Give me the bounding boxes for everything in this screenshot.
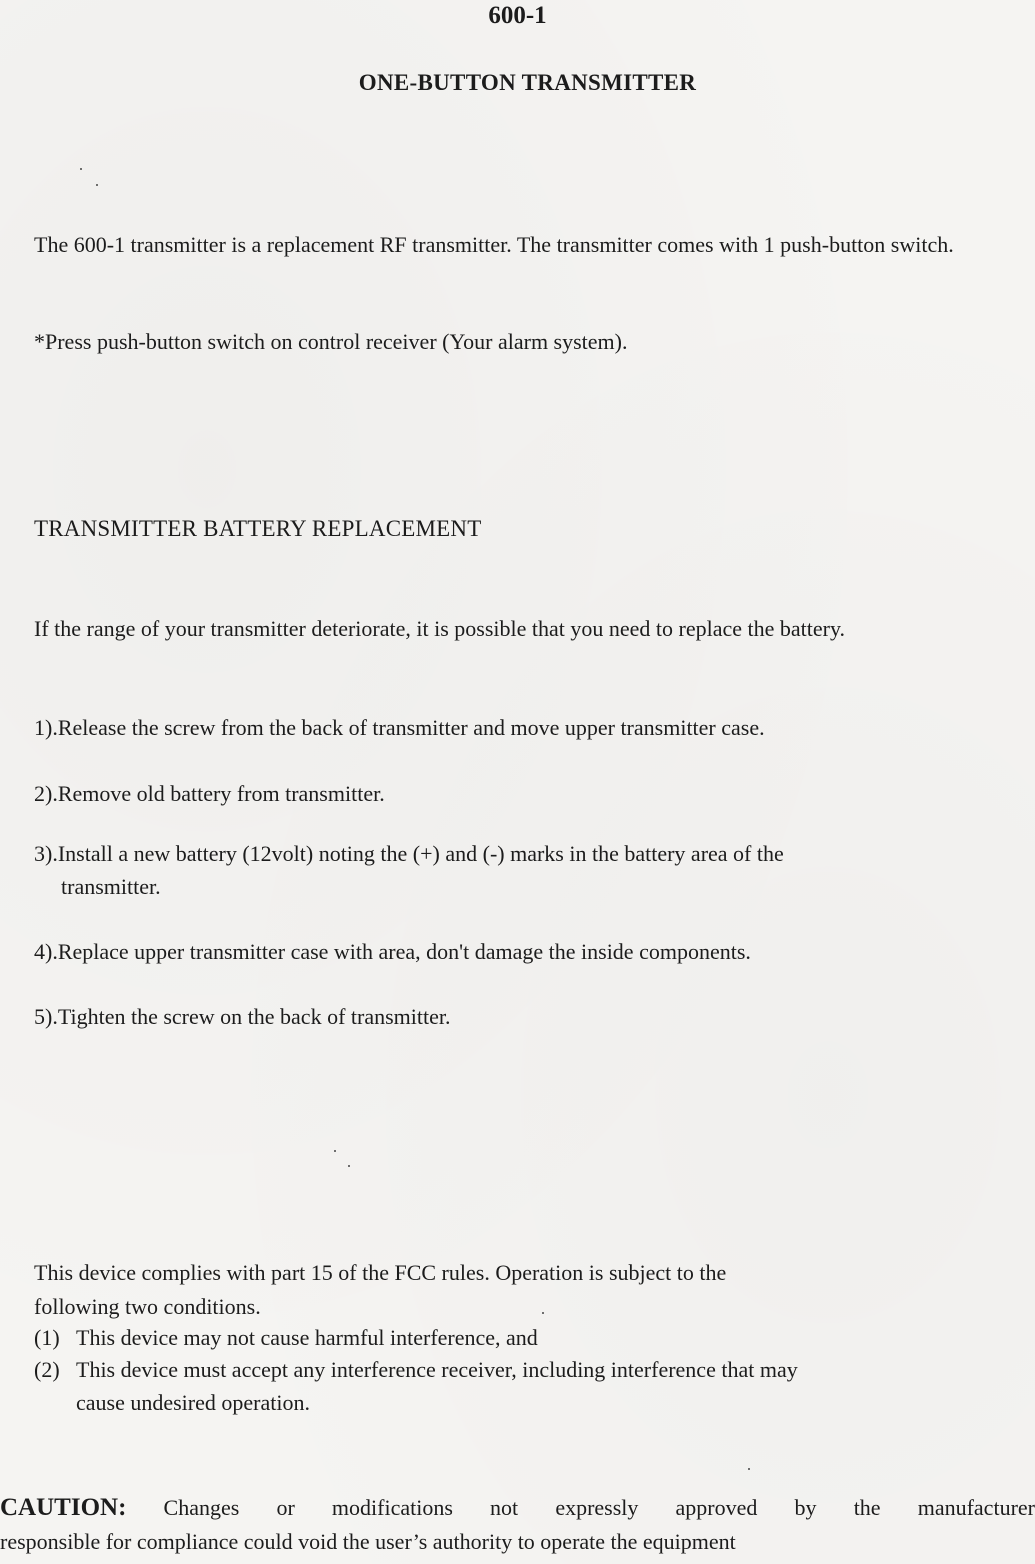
battery-step-5: 5).Tighten the screw on the back of transmitter. <box>34 1004 451 1029</box>
scan-speck <box>334 1150 336 1152</box>
fcc-condition-continuation: cause undesired operation. <box>76 1390 310 1415</box>
caution-word: or <box>276 1495 295 1520</box>
battery-step-3 <box>34 837 1009 903</box>
battery-step-3-line1: 3).Install a new battery (12volt) noting the (+) and (-) marks in the battery area of the <box>34 841 784 866</box>
fcc-statement-line2: following two conditions. <box>34 1294 261 1319</box>
battery-section-heading: TRANSMITTER BATTERY REPLACEMENT <box>34 516 482 541</box>
scan-speck <box>96 184 98 186</box>
fcc-condition-1 <box>34 1321 1009 1354</box>
caution-word: modifications <box>331 1495 453 1520</box>
fcc-condition-number: (1) <box>34 1325 60 1350</box>
fcc-statement <box>34 1256 1009 1324</box>
caution-line2: responsible for compliance could void the user’s authority to operate the equipment <box>0 1529 736 1554</box>
battery-step-2: 2).Remove old battery from transmitter. <box>34 781 385 806</box>
battery-step-4: 4).Replace upper transmitter case with area, don't damage the inside components. <box>34 939 751 964</box>
battery-step-3-line2: transmitter. <box>61 874 161 899</box>
fcc-condition-2 <box>34 1353 1009 1419</box>
caution-notice <box>0 1491 1035 1559</box>
caution-word: expressly <box>555 1495 639 1520</box>
caution-word: the <box>853 1495 881 1520</box>
caution-word: approved <box>675 1495 758 1520</box>
caution-word: by <box>794 1495 817 1520</box>
document-title: ONE-BUTTON TRANSMITTER <box>358 70 697 95</box>
fcc-condition-text: This device must accept any interference receiver, including interference that may <box>76 1357 798 1382</box>
scan-speck <box>542 1312 544 1314</box>
model-number: 600-1 <box>488 2 547 29</box>
battery-intro: If the range of your transmitter deteriorate, it is possible that you need to replace the battery. <box>34 616 846 641</box>
fcc-condition-number: (2) <box>34 1357 60 1382</box>
intro-note: *Press push-button switch on control receiver (Your alarm system). <box>34 329 628 354</box>
caution-label: CAUTION: <box>0 1494 127 1521</box>
scan-speck <box>348 1165 350 1167</box>
battery-step-1: 1).Release the screw from the back of transmitter and move upper transmitter case. <box>34 715 765 740</box>
caution-line1 <box>0 1491 1035 1525</box>
scan-speck <box>748 1468 750 1470</box>
scan-speck <box>80 168 82 170</box>
fcc-statement-line1: This device complies with part 15 of the FCC rules. Operation is subject to the <box>34 1260 727 1285</box>
fcc-condition-text: This device may not cause harmful interference, and <box>76 1325 538 1350</box>
caution-word: Changes <box>163 1495 240 1520</box>
intro-paragraph: The 600-1 transmitter is a replacement RF transmitter. The transmitter comes with 1 push-button switch. <box>34 232 954 257</box>
caution-word: not <box>490 1495 519 1520</box>
caution-word: manufacturer <box>917 1495 1035 1520</box>
